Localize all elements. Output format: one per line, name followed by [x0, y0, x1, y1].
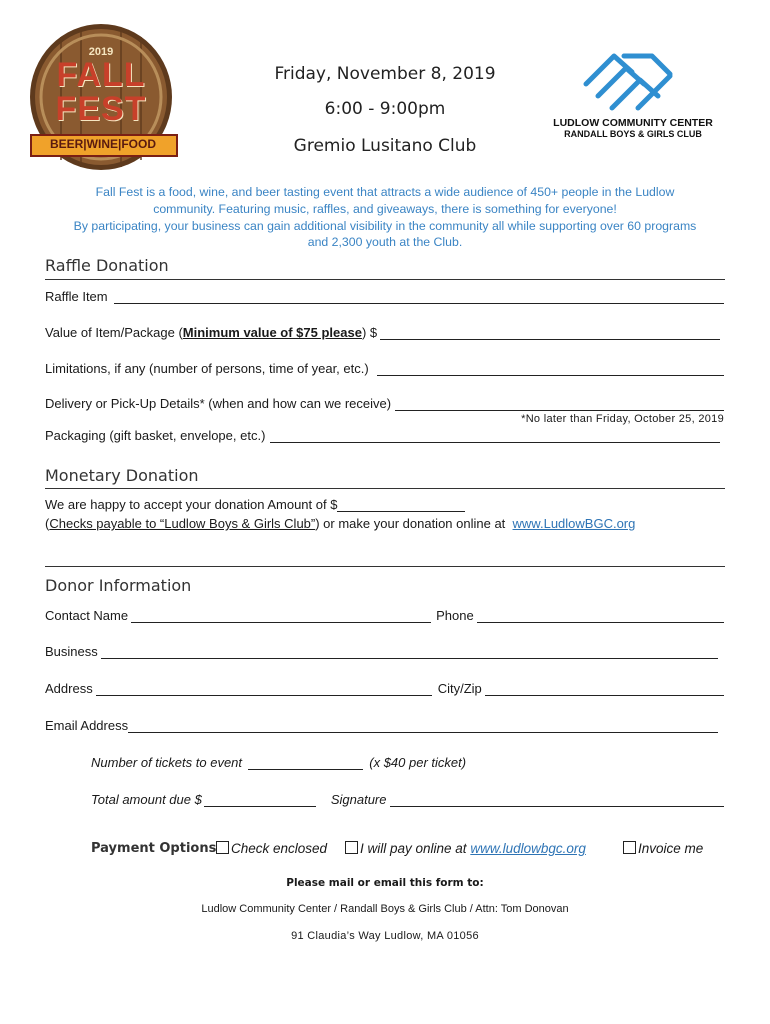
- check-enclosed-checkbox[interactable]: [216, 841, 229, 854]
- address-field[interactable]: [96, 681, 432, 696]
- checks-payable-row: (Checks payable to “Ludlow Boys & Girls Club”) or make your donation online at www.LudlowBGC.org: [45, 516, 636, 531]
- value-field[interactable]: [380, 325, 720, 340]
- delivery-label: Delivery or Pick-Up Details* (when and how can we receive): [45, 396, 392, 411]
- event-time: 6:00 - 9:00pm: [324, 99, 446, 119]
- tickets-row: [91, 755, 466, 770]
- intro-paragraph: [40, 184, 730, 251]
- limitations-field[interactable]: [377, 361, 724, 376]
- email-label: Email Address: [45, 718, 129, 733]
- business-row: [45, 644, 718, 659]
- total-row: [91, 792, 724, 807]
- donation-website-link[interactable]: www.LudlowBGC.org: [512, 516, 636, 531]
- donor-section-rule: [45, 566, 725, 567]
- payment-row: [91, 841, 731, 861]
- intro-line-1: Fall Fest is a food, wine, and beer tasting event that attracts a wide audience of 450+ people in the Ludlow: [95, 185, 675, 199]
- signature-field[interactable]: [390, 792, 724, 807]
- packaging-row: [45, 428, 720, 443]
- business-field[interactable]: [101, 644, 718, 659]
- bgc-logo: [548, 50, 718, 145]
- value-label: Value of Item/Package (Minimum value of $75 please) $: [45, 325, 378, 340]
- intro-line-3: By participating, your business can gain additional visibility in the community all while supporting over 60 programs: [73, 218, 697, 233]
- pay-online-link[interactable]: www.ludlowbgc.org: [470, 841, 586, 856]
- contact-name-label: Contact Name: [45, 608, 129, 623]
- delivery-field[interactable]: [395, 396, 724, 411]
- email-row: [45, 718, 718, 733]
- total-field[interactable]: [204, 792, 316, 807]
- org-name: LUDLOW COMMUNITY CENTER: [553, 117, 713, 129]
- donation-amount-label: We are happy to accept your donation Amount of $: [45, 497, 338, 512]
- intro-line-2: community. Featuring music, raffles, and giveaways, there is something for everyone!: [153, 201, 617, 216]
- pay-online-label: I will pay online at: [360, 841, 467, 856]
- monetary-section-title: Monetary Donation: [45, 466, 199, 485]
- donation-amount-row: [45, 497, 465, 512]
- signature-label: Signature: [330, 792, 387, 807]
- address-label: Address: [45, 681, 93, 696]
- delivery-row: [45, 396, 724, 411]
- raffle-item-field[interactable]: [114, 289, 724, 304]
- packaging-field[interactable]: [270, 428, 720, 443]
- mail-recipient: Ludlow Community Center / Randall Boys & Girls Club / Attn: Tom Donovan: [201, 903, 569, 915]
- event-venue: Gremio Lusitano Club: [293, 136, 477, 156]
- business-label: Business: [45, 644, 98, 659]
- check-enclosed-option[interactable]: [216, 841, 327, 856]
- value-row: [45, 325, 720, 340]
- ticket-price-note: (x $40 per ticket): [369, 755, 467, 770]
- invoice-checkbox[interactable]: [623, 841, 636, 854]
- deadline-note: *No later than Friday, October 25, 2019: [521, 413, 724, 425]
- bgc-hands-icon: [578, 50, 678, 114]
- intro-line-4: and 2,300 youth at the Club.: [307, 235, 463, 250]
- fall-fest-logo: [28, 22, 178, 172]
- org-subname: RANDALL BOYS & GIRLS CLUB: [564, 129, 702, 139]
- check-enclosed-label: Check enclosed: [231, 841, 328, 856]
- raffle-item-label: Raffle Item: [45, 289, 108, 304]
- email-field[interactable]: [128, 718, 718, 733]
- tickets-field[interactable]: [248, 755, 363, 770]
- logo-word-fall: FALL: [56, 56, 146, 94]
- mail-instruction: Please mail or email this form to:: [286, 877, 484, 889]
- logo-year: 2019: [88, 46, 114, 58]
- limitations-row: [45, 361, 724, 376]
- cityzip-field[interactable]: [485, 681, 724, 696]
- invoice-option[interactable]: [623, 841, 703, 856]
- phone-label: Phone: [436, 608, 474, 623]
- raffle-section-rule: [45, 279, 725, 280]
- limitations-label: Limitations, if any (number of persons, time of year, etc.): [45, 361, 369, 376]
- donor-section-title: Donor Information: [45, 576, 192, 595]
- tickets-label: Number of tickets to event: [91, 755, 243, 770]
- total-label: Total amount due $: [91, 792, 202, 807]
- payment-options-label: Payment Options: [91, 841, 217, 856]
- raffle-section-title: Raffle Donation: [45, 256, 169, 275]
- packaging-label: Packaging (gift basket, envelope, etc.): [45, 428, 266, 443]
- contact-row: [45, 608, 724, 623]
- logo-tagline: BEER|WINE|FOOD: [49, 137, 157, 151]
- pay-online-option[interactable]: [345, 841, 586, 856]
- mail-address: 91 Claudia’s Way Ludlow, MA 01056: [291, 930, 479, 942]
- value-minimum-note: Minimum value of $75 please: [182, 325, 362, 340]
- cityzip-label: City/Zip: [437, 681, 482, 696]
- event-date: Friday, November 8, 2019: [274, 64, 496, 84]
- phone-field[interactable]: [477, 608, 724, 623]
- invoice-label: Invoice me: [638, 841, 704, 856]
- raffle-item-row: [45, 289, 724, 304]
- pay-online-checkbox[interactable]: [345, 841, 358, 854]
- donation-amount-field[interactable]: [337, 497, 465, 512]
- contact-name-field[interactable]: [131, 608, 431, 623]
- monetary-section-rule: [45, 488, 725, 489]
- address-row: [45, 681, 724, 696]
- checks-payable-note: Checks payable to “Ludlow Boys & Girls Club”: [49, 516, 316, 531]
- logo-word-fest: FEST: [55, 90, 147, 128]
